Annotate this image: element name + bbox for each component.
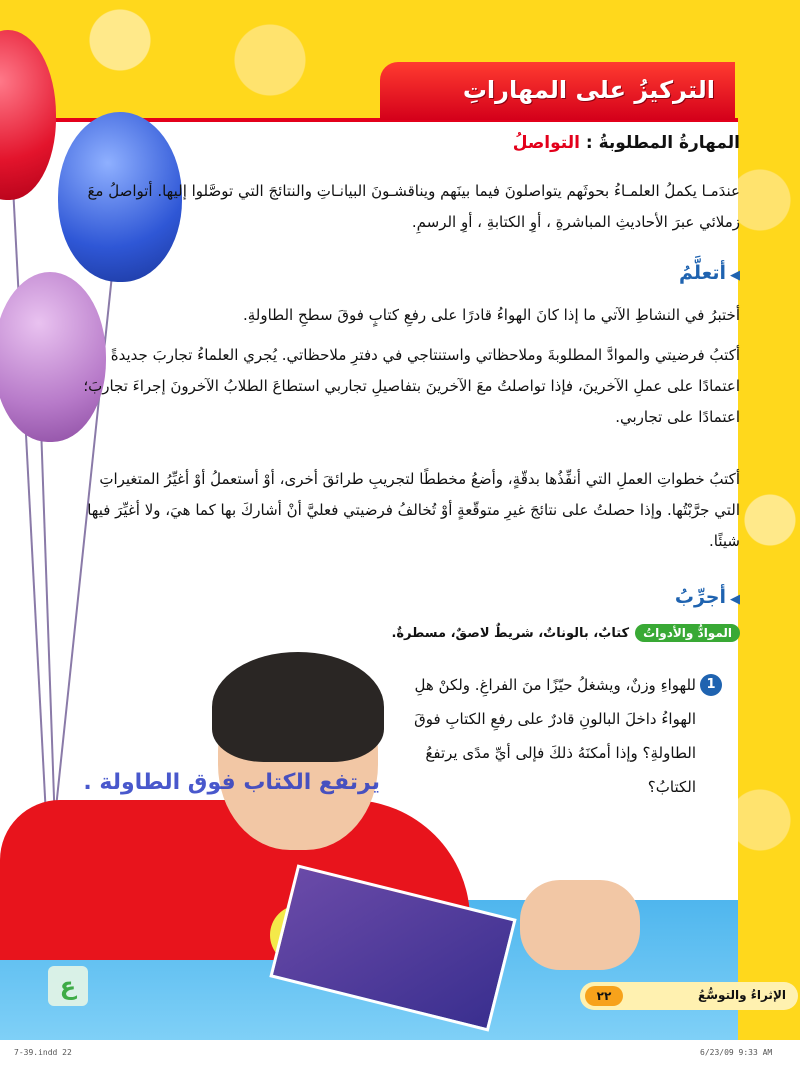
skill-value: التواصلُ	[512, 133, 580, 153]
question-number-badge: 1	[700, 674, 722, 696]
intro-paragraph: عندَمـا يكملُ العلمـاءُ بحوثَهم يتواصلونَ فيما بينَهم ويناقشـونَ البيانـاتِ والنتائجَ التي توصَّلوا إليها. أتواصلُ معَ زملائي عبرَ الأحاديثِ المباشرةِ ، أوِ الكتابةِ ، أوِ الرسمِ.	[87, 182, 740, 231]
print-slug-date: 6/23/09 9:33 AM	[700, 1048, 773, 1057]
boy-hair	[212, 652, 384, 762]
boy-hand	[520, 880, 640, 970]
learn-paragraph-3: أكتبُ خطواتِ العملِ التي أنفِّذُها بدقّةٍ، وأضعُ مخططًا لتجريبِ طرائقَ أخرى، أوْ أستعملُ أوْ أغيِّرُ المتغيراتِ التي جرَّبْتُها. وإذا حصلتُ على نتائجَ غيرِ متوقّعةٍ أوْ تُخالفُ فرضيتي فعليَّ أنْ أشاركَ بها كما هيَ، ولا أغيِّرَ فيها شيئًا.	[87, 470, 740, 550]
print-slug-file: 7-39.indd 22	[14, 1048, 72, 1057]
materials-line	[391, 624, 740, 642]
materials-badge: الموادُّ والأدواتُ	[635, 624, 740, 642]
materials-list: كتابٌ، بالوناتٌ، شريطٌ لاصقٌ، مسطرةٌ.	[391, 626, 630, 641]
learn-heading-text: أتعلَّمُ	[678, 262, 726, 284]
question-text: للهواءِ وزنٌ، ويشغلُ حيّزًا منَ الفراغِ. ولكنْ هلِ الهواءُ داخلَ البالونِ قادرٌ على رفعِ الكتابِ فوقَ الطاولةِ؟ وإذا أمكنَهُ ذلكَ فإلى أيِّ مدًى يرتفعُ الكتابُ؟	[414, 676, 696, 796]
try-heading-text: أجرِّبُ	[674, 586, 726, 608]
section-title: التركيزُ على المهاراتِ	[462, 76, 715, 104]
handwritten-answer: يرتفع الكتاب فوق الطاولة .	[83, 770, 380, 795]
publisher-logo-icon: ع	[48, 966, 88, 1006]
page-number: ٢٢	[585, 986, 623, 1006]
skill-line	[513, 133, 740, 153]
learn-paragraph-1: أختبرُ في النشاطِ الآتي ما إذا كانَ الهواءُ قادرًا على رفعِ كتابٍ فوقَ سطحِ الطاولةِ.	[242, 306, 740, 324]
section-banner	[380, 62, 735, 120]
learn-paragraph-2: أكتبُ فرضيتي والموادَّ المطلوبةَ وملاحظاتي واستنتاجي في دفترِ ملاحظاتي. يُجري العلماءُ تجاربَ جديدةً اعتمادًا على عملِ الآخرينَ، فإذا تواصلتُ معَ الآخرينَ بتفاصيلِ تجاربي استطاعَ الطلابُ الآخرونَ إجراءَ تجاربَ؛ اعتمادًا على تجاربي.	[83, 346, 740, 426]
learn-heading	[679, 262, 740, 284]
triangle-icon: ◀	[730, 268, 740, 283]
footer-section-label: الإثراءُ والتوسُّعُ	[698, 988, 786, 1002]
try-heading	[675, 586, 740, 608]
skill-label: المهارةُ المطلوبةُ :	[585, 133, 740, 153]
triangle-icon: ◀	[730, 592, 740, 607]
